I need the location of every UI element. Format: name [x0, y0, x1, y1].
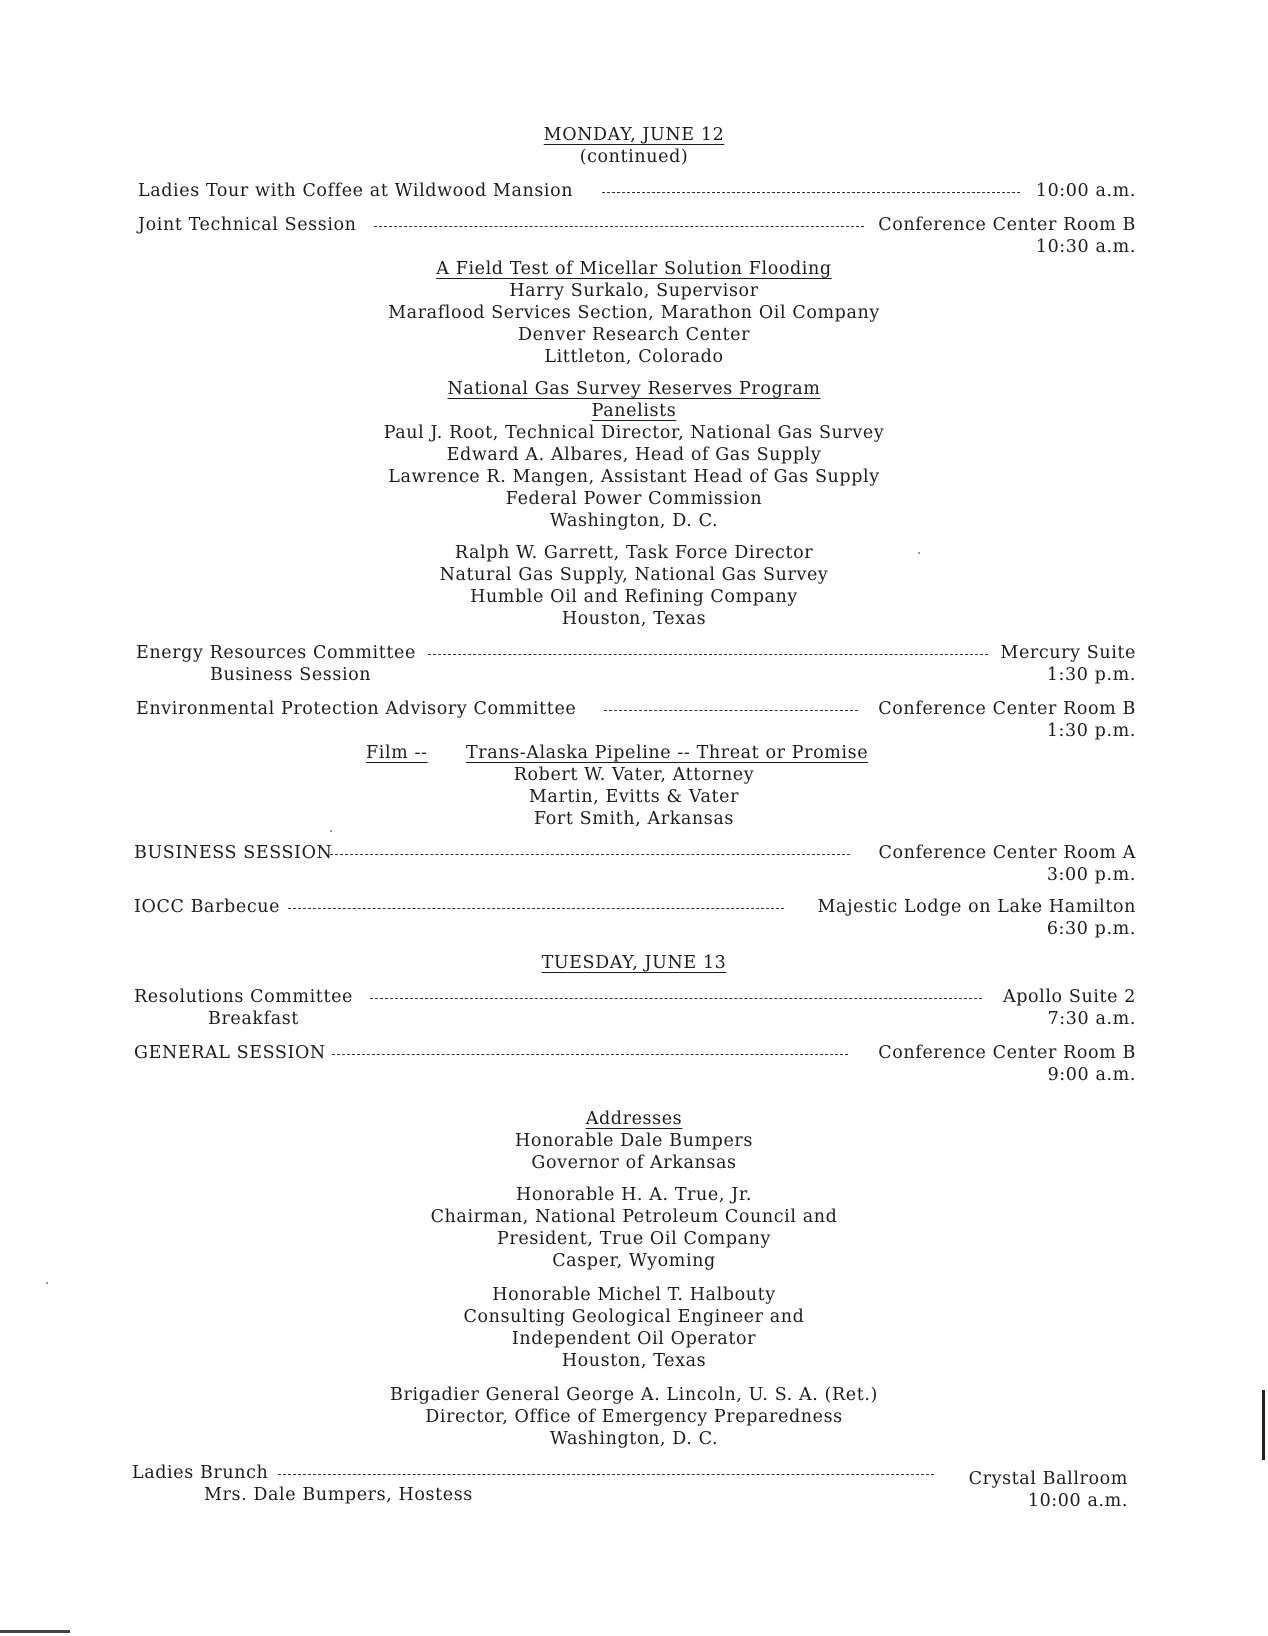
talk-speaker-line: Maraflood Services Section, Marathon Oil Company [388, 303, 880, 323]
entry-title-energy-resources-committee: Energy Resources Committee [136, 643, 416, 663]
film-title: Trans-Alaska Pipeline -- Threat or Promise [466, 743, 869, 763]
scan-speck [918, 552, 920, 554]
panelists-label: Panelists [591, 401, 677, 421]
speaker-line: Governor of Arkansas [531, 1153, 737, 1173]
panelist-line: Paul J. Root, Technical Director, National Gas Survey [383, 423, 885, 443]
speaker-line: Chairman, National Petroleum Council and [430, 1207, 838, 1227]
panelist-line: Lawrence R. Mangen, Assistant Head of Gas Supply [388, 467, 880, 487]
entry-time-environmental-protection: 1:30 p.m. [1046, 721, 1136, 741]
panelist-line: Ralph W. Garrett, Task Force Director [454, 543, 814, 563]
leader-dashes [278, 1474, 934, 1475]
leader-dashes [374, 226, 864, 227]
speaker-line: Honorable Dale Bumpers [515, 1131, 753, 1151]
speaker-line: Honorable H. A. True, Jr. [515, 1185, 753, 1205]
entry-title-ladies-tour: Ladies Tour with Coffee at Wildwood Mansion [138, 181, 574, 201]
speaker-line: Washington, D. C. [549, 1429, 719, 1449]
leader-dashes [602, 192, 1020, 193]
continued-label: (continued) [579, 147, 689, 167]
entry-title-general-session: GENERAL SESSION [134, 1043, 326, 1063]
panelist-line: Humble Oil and Refining Company [470, 587, 798, 607]
talk-title-micellar: A Field Test of Micellar Solution Flooding [436, 259, 832, 279]
speaker-line: Honorable Michel T. Halbouty [492, 1285, 776, 1305]
speaker-line: Houston, Texas [561, 1351, 707, 1371]
entry-sub-energy-resources-committee: Business Session [210, 665, 372, 685]
entry-title-iocc-barbecue: IOCC Barbecue [134, 897, 281, 917]
day-heading-tuesday: TUESDAY, JUNE 13 [541, 953, 727, 973]
talk-speaker-line: Harry Surkalo, Supervisor [509, 281, 759, 301]
entry-location-energy-resources-committee: Mercury Suite [1000, 643, 1136, 663]
entry-time-joint-technical-session: 10:30 a.m. [1035, 237, 1136, 257]
speaker-line: President, True Oil Company [497, 1229, 771, 1249]
entry-location-joint-technical-session: Conference Center Room B [878, 215, 1136, 235]
entry-sub-resolutions-committee: Breakfast [208, 1009, 299, 1029]
panelist-line: Federal Power Commission [505, 489, 763, 509]
speaker-line: Independent Oil Operator [511, 1329, 757, 1349]
panelist-line: Edward A. Albares, Head of Gas Supply [446, 445, 822, 465]
addresses-label: Addresses [585, 1109, 683, 1129]
speaker-line: Casper, Wyoming [552, 1251, 716, 1271]
scan-speck [46, 1282, 48, 1284]
entry-location-environmental-protection: Conference Center Room B [878, 699, 1136, 719]
film-label: Film -- [366, 743, 428, 763]
scan-edge-mark [0, 1630, 70, 1633]
film-presenter-line: Martin, Evitts & Vater [528, 787, 740, 807]
leader-dashes [604, 710, 858, 711]
entry-location-resolutions-committee: Apollo Suite 2 [1002, 987, 1136, 1007]
leader-dashes [332, 1054, 848, 1055]
entry-location-general-session: Conference Center Room B [878, 1043, 1136, 1063]
panelist-line: Houston, Texas [561, 609, 707, 629]
talk-title-gas-survey: National Gas Survey Reserves Program [447, 379, 821, 399]
speaker-line: Director, Office of Emergency Preparedness [425, 1407, 843, 1427]
leader-dashes [370, 998, 982, 999]
leader-dashes [428, 654, 988, 655]
film-presenter-line: Fort Smith, Arkansas [534, 809, 734, 829]
entry-title-ladies-brunch: Ladies Brunch [132, 1463, 269, 1483]
entry-location-iocc-barbecue: Majestic Lodge on Lake Hamilton [817, 897, 1136, 917]
entry-time-iocc-barbecue: 6:30 p.m. [1046, 919, 1136, 939]
panelist-line: Natural Gas Supply, National Gas Survey [439, 565, 829, 585]
leader-dashes [288, 908, 784, 909]
entry-time-resolutions-committee: 7:30 a.m. [1047, 1009, 1136, 1029]
scan-edge-mark [1262, 1390, 1265, 1460]
speaker-line: Consulting Geological Engineer and [463, 1307, 805, 1327]
entry-time-ladies-tour: 10:00 a.m. [1035, 181, 1136, 201]
entry-title-business-session: BUSINESS SESSION [134, 843, 333, 863]
entry-time-business-session: 3:00 p.m. [1046, 865, 1136, 885]
film-presenter-line: Robert W. Vater, Attorney [513, 765, 755, 785]
scan-speck [330, 830, 332, 832]
entry-title-environmental-protection: Environmental Protection Advisory Committee [136, 699, 577, 719]
leader-dashes [330, 854, 850, 855]
entry-location-ladies-brunch: Crystal Ballroom [968, 1469, 1128, 1489]
speaker-line: Brigadier General George A. Lincoln, U. S. A. (Ret.) [390, 1385, 878, 1405]
entry-time-energy-resources-committee: 1:30 p.m. [1046, 665, 1136, 685]
entry-location-business-session: Conference Center Room A [878, 843, 1136, 863]
entry-sub-ladies-brunch: Mrs. Dale Bumpers, Hostess [204, 1485, 473, 1505]
entry-time-ladies-brunch: 10:00 a.m. [1027, 1491, 1128, 1511]
talk-speaker-line: Littleton, Colorado [544, 347, 724, 367]
entry-title-joint-technical-session: Joint Technical Session [138, 215, 357, 235]
entry-title-resolutions-committee: Resolutions Committee [134, 987, 353, 1007]
talk-speaker-line: Denver Research Center [517, 325, 751, 345]
day-heading-monday: MONDAY, JUNE 12 [543, 125, 725, 145]
panelist-line: Washington, D. C. [549, 511, 719, 531]
entry-time-general-session: 9:00 a.m. [1047, 1065, 1136, 1085]
